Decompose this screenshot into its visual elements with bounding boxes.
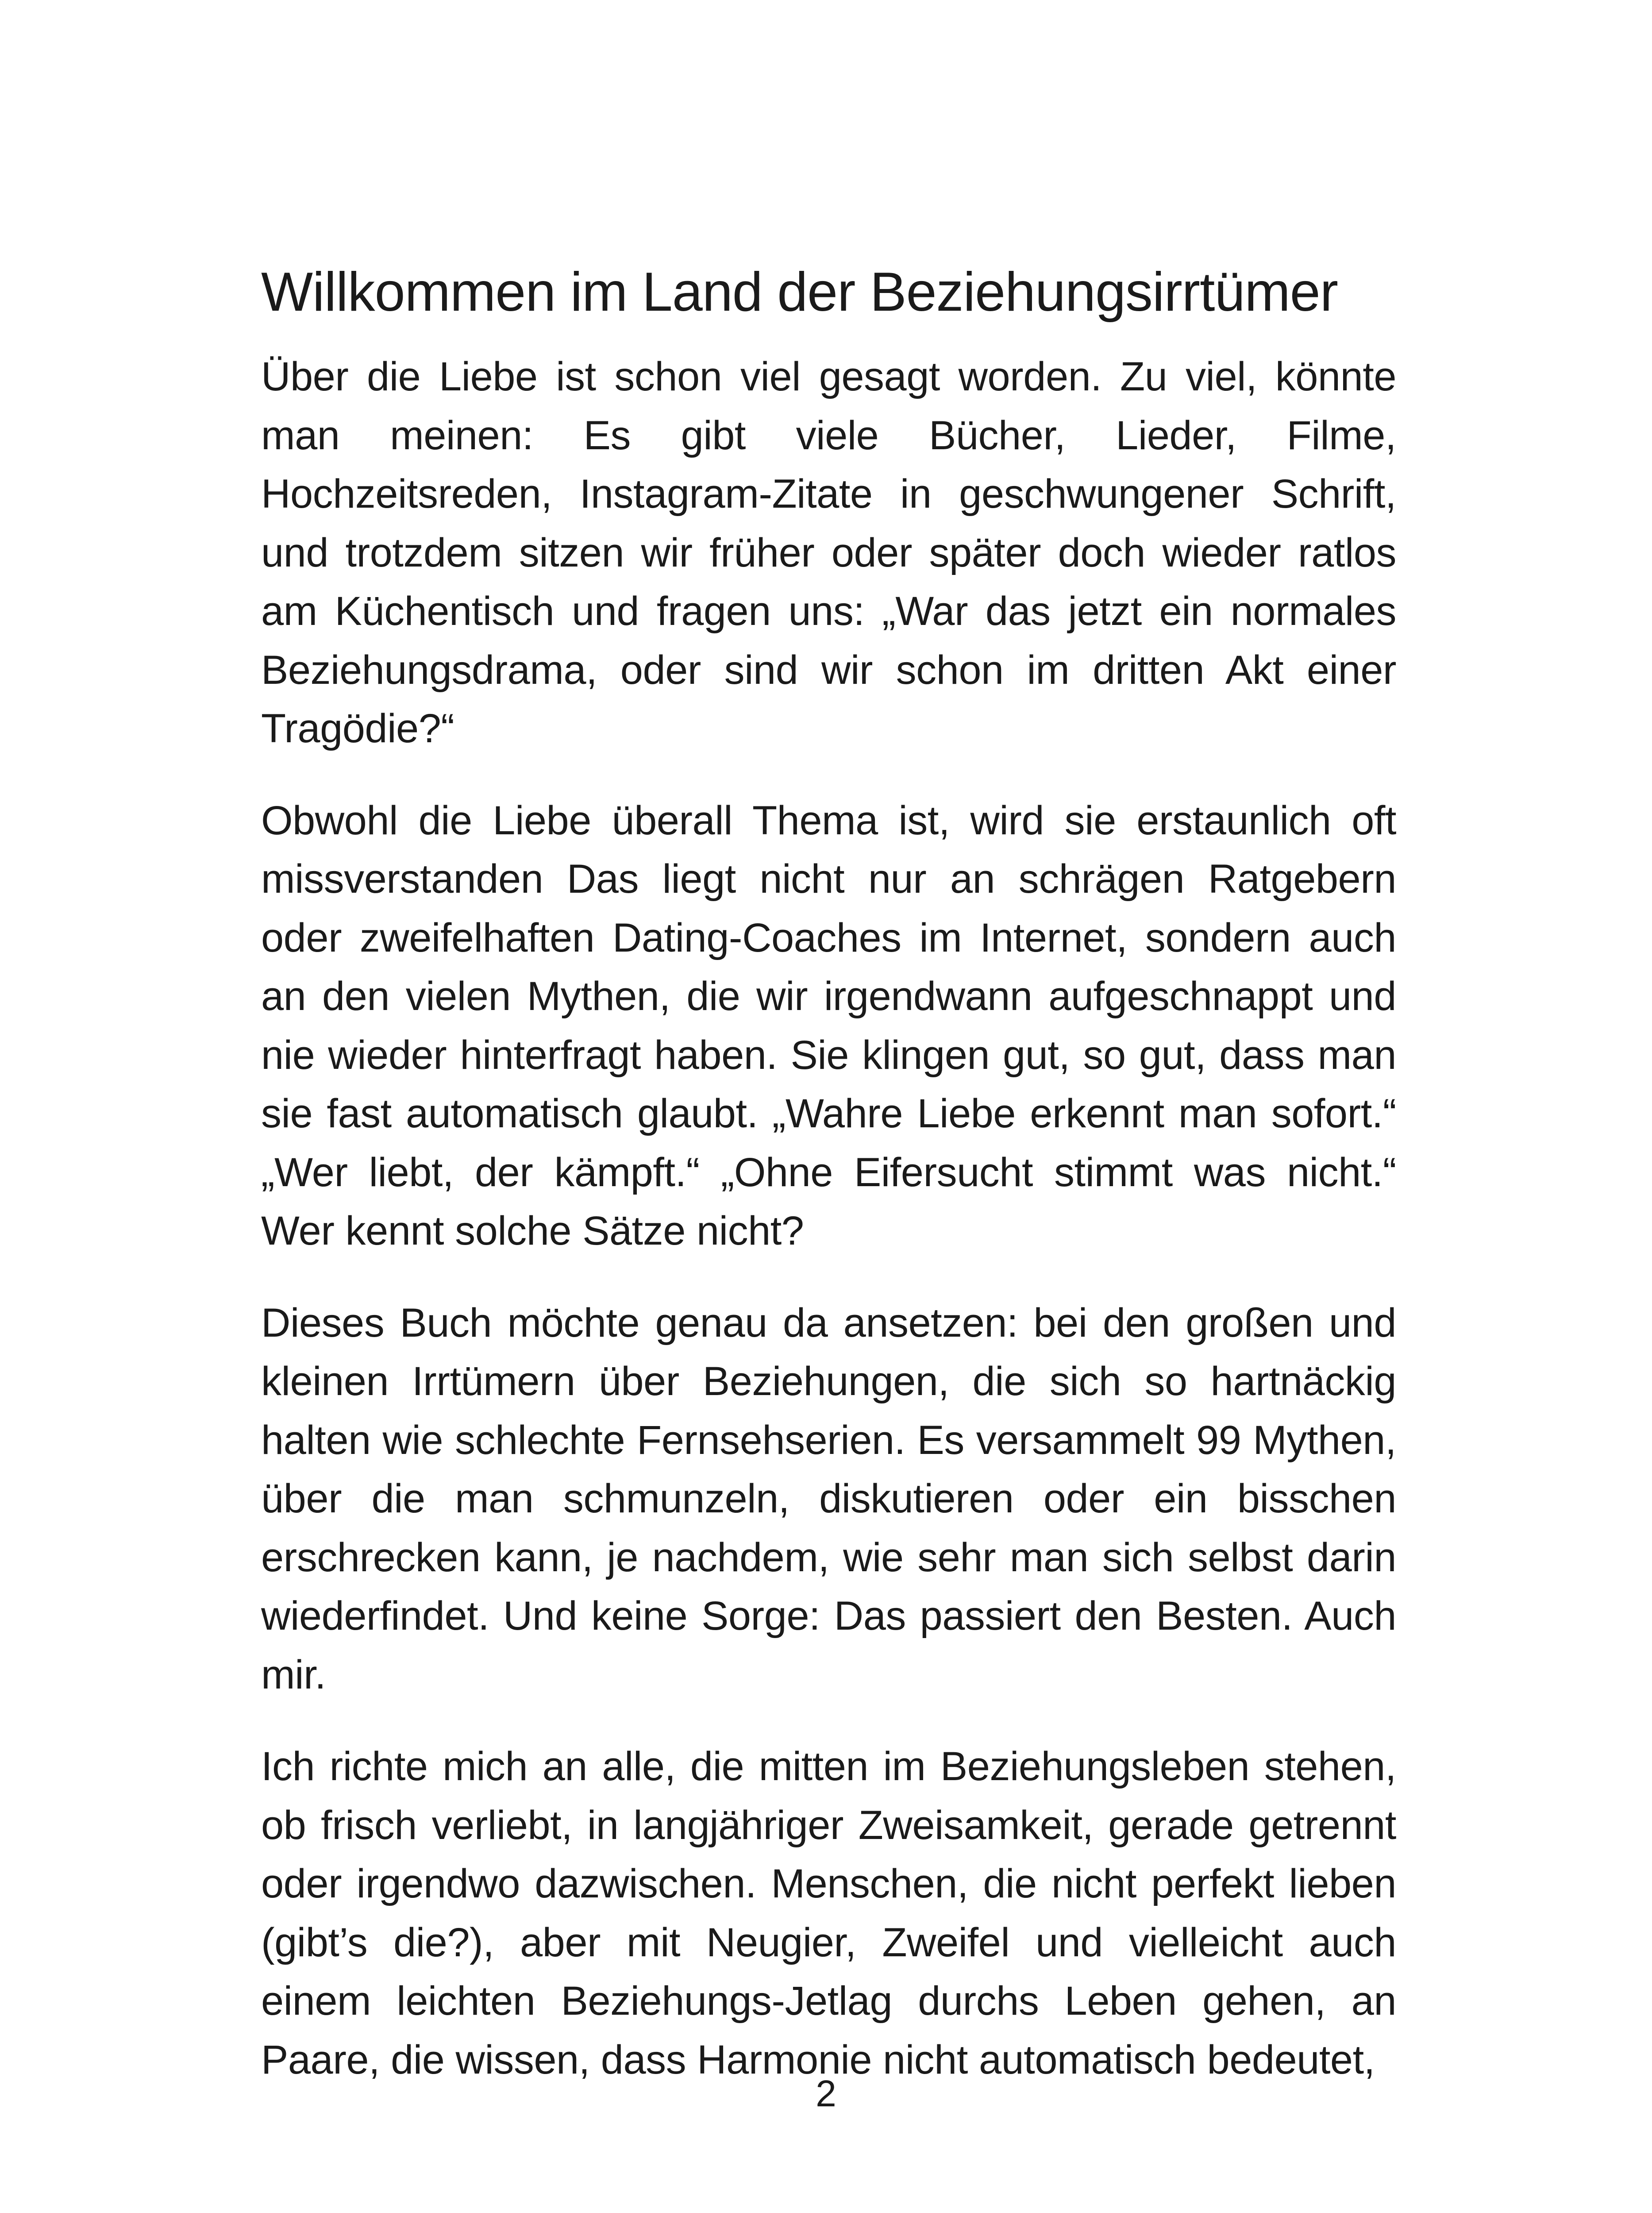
paragraph-audience: Ich richte mich an alle, die mitten im Beziehungsleben stehen, ob frisch verliebt, in langjähriger Zweisamkeit, gerade getrennt oder irgendwo dazwischen. Menschen, die nicht perfekt lieben (gibt’s die?), aber mit Neugier, Zweifel und vielleicht auch einem leichten Beziehungs-Jetlag durchs Leben gehen, an Paare, die wissen, dass Harmonie nicht automatisch bedeutet,	[261, 1744, 1396, 2082]
paragraph-intro: Über die Liebe ist schon viel gesagt worden. Zu viel, könnte man meinen: Es gibt viele Bücher, Lieder, Filme, Hochzeitsreden, Instagram-Zitate in geschwungener Schrift, und trotzdem sitzen wir früher oder später doch wieder ratlos am Küchentisch und fragen uns: „War das jetzt ein normales Beziehungsdrama, oder sind wir schon im dritten Akt einer Tragödie?“	[261, 354, 1396, 751]
paragraph-book-purpose: Dieses Buch möchte genau da ansetzen: bei den großen und kleinen Irrtümern über Beziehungen, die sich so hartnäckig halten wie schlechte Fernsehserien. Es versammelt 99 Mythen, über die man schmunzeln, diskutieren oder ein bisschen erschrecken kann, je nachdem, wie sehr man sich selbst darin wiederfindet. Und keine Sorge: Das passiert den Besten. Auch mir.	[261, 1300, 1396, 1697]
page-content	[261, 259, 1396, 2122]
paragraph-myths: Obwohl die Liebe überall Thema ist, wird sie erstaunlich oft missverstanden Das liegt nicht nur an schrägen Ratgebern oder zweifelhaften Dating-Coaches im Internet, sondern auch an den vielen Mythen, die wir irgendwann aufgeschnappt und nie wieder hinterfragt haben. Sie klingen gut, so gut, dass man sie fast automatisch glaubt. „Wahre Liebe erkennt man sofort.“ „Wer liebt, der kämpft.“ „Ohne Eifersucht stimmt was nicht.“ Wer kennt solche Sätze nicht?	[261, 798, 1396, 1253]
page-number: 2	[816, 2073, 836, 2114]
chapter-heading: Willkommen im Land der Beziehungsirrtümer	[261, 262, 1338, 323]
